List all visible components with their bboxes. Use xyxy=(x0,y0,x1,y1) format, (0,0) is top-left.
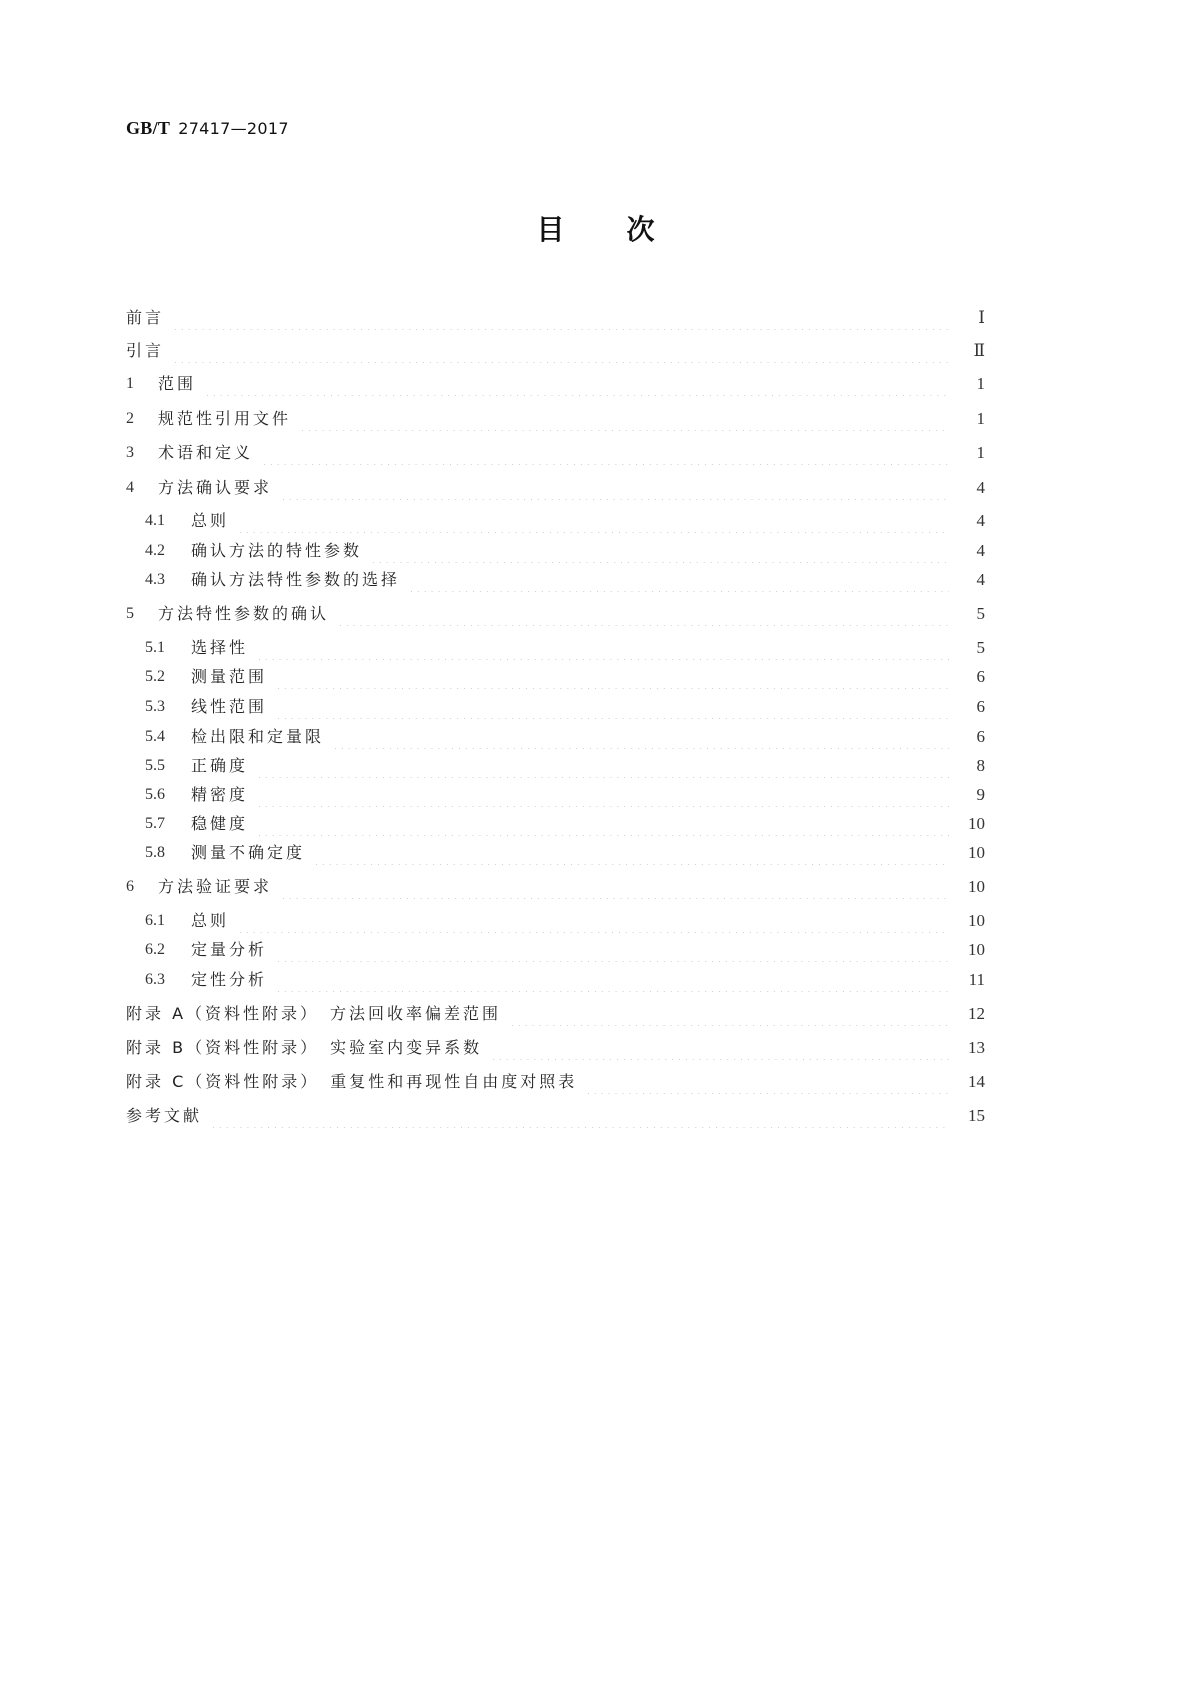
toc-entry-label: 规范性引用文件 xyxy=(158,409,292,428)
toc-entry-label: 总则 xyxy=(191,911,230,930)
toc-entry-number: 3 xyxy=(126,444,134,461)
toc-entry[interactable] xyxy=(145,968,985,992)
toc-entry[interactable] xyxy=(126,1002,985,1026)
toc-entry[interactable] xyxy=(145,539,985,563)
toc-entry[interactable] xyxy=(145,841,985,865)
toc-entry[interactable] xyxy=(126,339,985,363)
toc-entry-number: 5.7 xyxy=(145,815,165,832)
toc-entry[interactable] xyxy=(145,665,985,689)
dot-leader xyxy=(275,968,949,992)
toc-entry[interactable] xyxy=(145,783,985,807)
toc-entry-page-number: 4 xyxy=(976,541,985,560)
toc-entry[interactable] xyxy=(145,695,985,719)
toc-entry-label: 测量不确定度 xyxy=(191,843,306,862)
toc-entry[interactable] xyxy=(145,754,985,778)
dot-leader xyxy=(237,509,949,533)
toc-entry-number: 5.2 xyxy=(145,668,165,685)
standard-number: 27417—2017 xyxy=(178,119,289,138)
toc-entry-label: 方法特性参数的确认 xyxy=(158,604,330,623)
dot-leader xyxy=(172,306,949,330)
toc-entry-number: 5.6 xyxy=(145,786,165,803)
dot-leader xyxy=(332,725,949,749)
toc-entry[interactable] xyxy=(145,938,985,962)
dot-leader xyxy=(509,1002,949,1026)
toc-entry-page-number: 6 xyxy=(976,667,985,686)
toc-entry-page-number: 14 xyxy=(968,1072,985,1091)
dot-leader xyxy=(275,695,949,719)
toc-entry-page-number: 1 xyxy=(976,443,985,462)
toc-entry-number: 4.1 xyxy=(145,512,165,529)
toc-entry[interactable] xyxy=(126,602,985,626)
toc-entry-page-number: 4 xyxy=(976,570,985,589)
title-char-1: 目 xyxy=(536,213,565,246)
toc-entry-number: 4 xyxy=(126,479,134,496)
dot-leader xyxy=(210,1104,949,1128)
dot-leader xyxy=(204,372,949,396)
toc-entry-label: 引言 xyxy=(126,341,165,360)
toc-entry-label: 参考文献 xyxy=(126,1106,203,1125)
dot-leader xyxy=(256,754,949,778)
toc-entry-label: 检出限和定量限 xyxy=(191,727,325,746)
toc-entry-number: 6.3 xyxy=(145,971,165,988)
toc-entry[interactable] xyxy=(145,812,985,836)
dot-leader xyxy=(256,783,949,807)
toc-entry-label: 精密度 xyxy=(191,785,249,804)
toc-entry-page-number: 15 xyxy=(968,1106,985,1125)
toc-entry-page-number: 1 xyxy=(976,374,985,393)
dot-leader xyxy=(256,812,949,836)
dot-leader xyxy=(370,539,949,563)
toc-entry[interactable] xyxy=(126,441,985,465)
dot-leader xyxy=(280,476,949,500)
dot-leader xyxy=(408,568,949,592)
dot-leader xyxy=(313,841,949,865)
toc-entry-page-number: 10 xyxy=(968,814,985,833)
dot-leader xyxy=(280,875,949,899)
title-char-2: 次 xyxy=(626,213,655,246)
toc-entry-number: 4.3 xyxy=(145,571,165,588)
dot-leader xyxy=(490,1036,949,1060)
dot-leader xyxy=(275,938,949,962)
toc-entry-label: 确认方法的特性参数 xyxy=(191,541,363,560)
toc-entry-number: 5.3 xyxy=(145,698,165,715)
toc-entry[interactable] xyxy=(145,568,985,592)
toc-entry-page-number: 1 xyxy=(976,409,985,428)
toc-entry[interactable] xyxy=(145,636,985,660)
toc-entry-label: 选择性 xyxy=(191,638,249,657)
toc-entry-number: 5.1 xyxy=(145,639,165,656)
toc-entry-number: 6 xyxy=(126,878,134,895)
toc-entry-label: 方法确认要求 xyxy=(158,478,273,497)
toc-entry-page-number: 10 xyxy=(968,911,985,930)
dot-leader xyxy=(275,665,949,689)
toc-entry-number: 1 xyxy=(126,375,134,392)
toc-entry-number: 6.1 xyxy=(145,912,165,929)
toc-entry-number: 4.2 xyxy=(145,542,165,559)
toc-entry[interactable] xyxy=(126,1070,985,1094)
toc-entry-page-number: 10 xyxy=(968,940,985,959)
toc-entry-number: 5.8 xyxy=(145,844,165,861)
toc-entry[interactable] xyxy=(145,725,985,749)
standard-code xyxy=(126,116,289,141)
toc-entry[interactable] xyxy=(126,875,985,899)
toc-entry-label: 附录 A（资料性附录） 方法回收率偏差范围 xyxy=(126,1004,502,1023)
toc-entry-page-number: 6 xyxy=(976,727,985,746)
toc-entry-label: 稳健度 xyxy=(191,814,249,833)
toc-entry-number: 2 xyxy=(126,410,134,427)
toc-entry-label: 术语和定义 xyxy=(158,443,254,462)
toc-entry[interactable] xyxy=(126,1104,985,1128)
toc-entry-label: 线性范围 xyxy=(191,697,268,716)
toc-entry[interactable] xyxy=(126,476,985,500)
toc-entry-page-number: 10 xyxy=(968,877,985,896)
toc-entry-page-number: 8 xyxy=(976,756,985,775)
toc-entry[interactable] xyxy=(145,909,985,933)
toc-entry-page-number: 9 xyxy=(976,785,985,804)
toc-entry[interactable] xyxy=(145,509,985,533)
dot-leader xyxy=(237,909,949,933)
standard-prefix: GB/T xyxy=(126,118,171,138)
toc-entry-number: 5.5 xyxy=(145,757,165,774)
toc-entry-label: 确认方法特性参数的选择 xyxy=(191,570,401,589)
toc-entry[interactable] xyxy=(126,407,985,431)
toc-entry-number: 5.4 xyxy=(145,728,165,745)
toc-entry-label: 方法验证要求 xyxy=(158,877,273,896)
toc-entry-label: 定量分析 xyxy=(191,940,268,959)
toc-entry-page-number: Ⅰ xyxy=(978,308,985,327)
page-title xyxy=(0,210,1191,250)
toc-entry-label: 附录 C（资料性附录） 重复性和再现性自由度对照表 xyxy=(126,1072,578,1091)
toc-entry-label: 范围 xyxy=(158,374,197,393)
toc-entry[interactable] xyxy=(126,1036,985,1060)
toc-entry-page-number: 6 xyxy=(976,697,985,716)
toc-entry-label: 正确度 xyxy=(191,756,249,775)
dot-leader xyxy=(299,407,949,431)
toc-entry-label: 定性分析 xyxy=(191,970,268,989)
toc-entry[interactable] xyxy=(126,372,985,396)
toc-entry-page-number: 13 xyxy=(968,1038,985,1057)
dot-leader xyxy=(337,602,949,626)
toc-entry-page-number: 4 xyxy=(976,478,985,497)
toc-entry-page-number: 11 xyxy=(968,970,985,989)
toc-entry-page-number: 10 xyxy=(968,843,985,862)
toc-entry-page-number: Ⅱ xyxy=(973,341,985,360)
toc-entry[interactable] xyxy=(126,306,985,330)
toc-entry-number: 6.2 xyxy=(145,941,165,958)
toc-entry-label: 总则 xyxy=(191,511,230,530)
dot-leader xyxy=(256,636,949,660)
toc-entry-page-number: 5 xyxy=(976,638,985,657)
dot-leader xyxy=(585,1070,949,1094)
toc-entry-number: 5 xyxy=(126,605,134,622)
toc-entry-label: 前言 xyxy=(126,308,165,327)
dot-leader xyxy=(261,441,949,465)
toc-entry-page-number: 4 xyxy=(976,511,985,530)
toc-entry-page-number: 12 xyxy=(968,1004,985,1023)
dot-leader xyxy=(172,339,949,363)
toc-entry-label: 测量范围 xyxy=(191,667,268,686)
toc-entry-page-number: 5 xyxy=(976,604,985,623)
toc-entry-label: 附录 B（资料性附录） 实验室内变异系数 xyxy=(126,1038,483,1057)
